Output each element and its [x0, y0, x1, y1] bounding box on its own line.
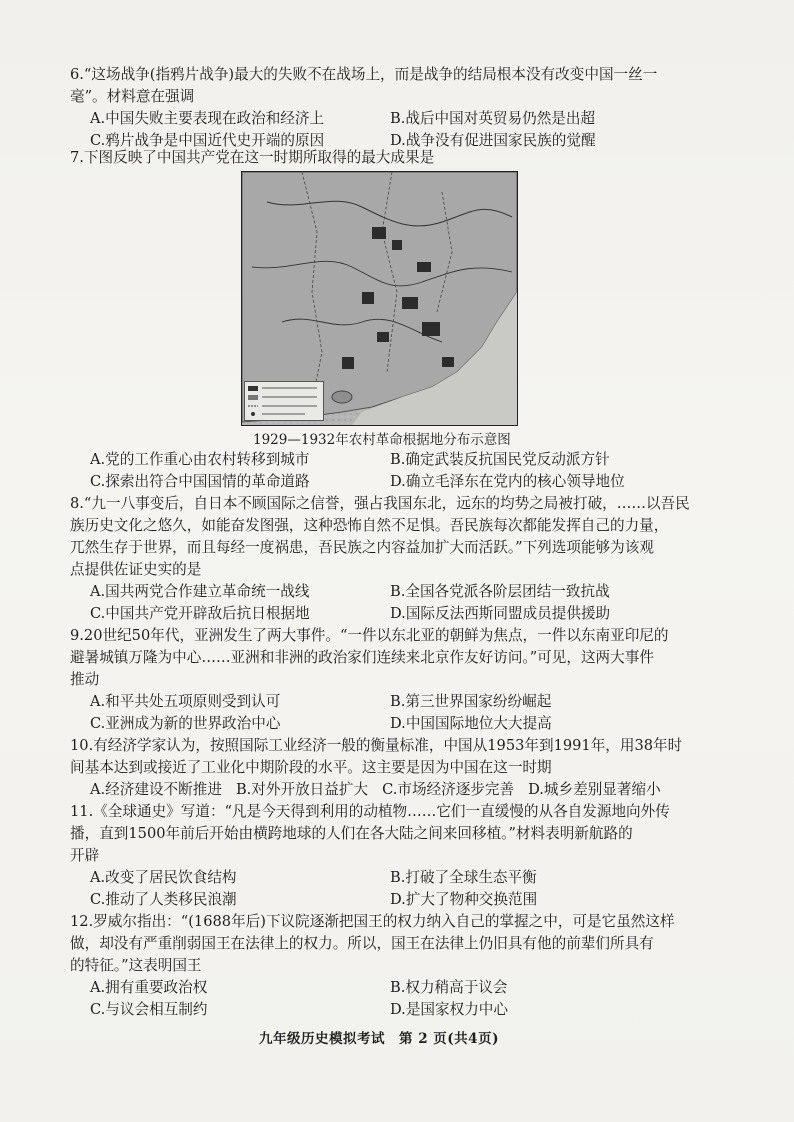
question-11-options [90, 867, 730, 911]
option-b: B.战后中国对英贸易仍然是出超 [390, 110, 596, 127]
option-b: B.第三世界国家纷纷崛起 [390, 693, 552, 710]
question-8-line4: 点提供佐证史实的是 [70, 561, 202, 578]
option-d: D.是国家权力中心 [390, 1001, 508, 1018]
question-10-line2: 间基本达到或接近了工业化中期阶段的水平。这主要是因为中国在这一时期 [70, 759, 552, 776]
option-c: C.中国共产党开辟敌后抗日根据地 [90, 605, 310, 622]
option-a: A.党的工作重心由农村转移到城市 [90, 451, 310, 468]
question-11-line2: 播，直到1500年前后开始由横跨地球的人们在各大陆之间来回移植。”材料表明新航路的 [70, 825, 633, 842]
question-10-line1: 10.有经济学家认为，按照国际工业经济一般的衡量标准，中国从1953年到1991年，用38年时 [70, 737, 683, 754]
question-6-options [90, 108, 730, 152]
question-8-line1: 8.“九一八事变后，自日本不顾国际之信誉，强占我国东北，远东的均势之局被打破，……以吾民 [70, 495, 690, 512]
question-12-line1: 12.罗威尔指出：“(1688年后)下议院逐渐把国王的权力纳入自己的掌握之中，可是它虽然这样 [70, 913, 675, 930]
question-12 [70, 911, 730, 977]
option-d: D.扩大了物种交换范围 [390, 891, 538, 908]
question-10-options [90, 779, 730, 801]
option-d: D.城乡差别显著缩小 [528, 781, 661, 798]
question-9 [70, 625, 730, 691]
question-11-line1: 11.《全球通史》写道：“凡是今天得到利用的动植物……它们一直缓慢的从各自发源地向外传 [70, 803, 670, 820]
option-d: D.确立毛泽东在党内的核心领导地位 [390, 473, 625, 490]
option-a: A.改变了居民饮食结构 [90, 869, 237, 886]
option-a: A.和平共处五项原则受到认可 [90, 693, 281, 710]
question-11-line3: 开辟 [70, 847, 100, 864]
question-12-line3: 的特征。”这表明国王 [70, 957, 202, 974]
option-d: D.国际反法西斯同盟成员提供援助 [390, 605, 611, 622]
page-footer: 九年级历史模拟考试 第 2 页(共4页) [259, 1031, 499, 1047]
option-b: B.打破了全球生态平衡 [390, 869, 537, 886]
revolutionary-base-map [241, 171, 518, 426]
option-c: C.探索出符合中国国情的革命道路 [90, 473, 310, 490]
question-9-options [90, 691, 730, 735]
question-9-line2: 避暑城镇万隆为中心……亚洲和非洲的政治家们连续来北京作友好访问。”可见，这两大事件 [70, 649, 654, 666]
option-a: A.国共两党合作建立革命统一战线 [90, 583, 310, 600]
option-c: C.市场经济逐步完善 [382, 781, 515, 798]
question-12-line2: 做，却没有严重削弱国王在法律上的权力。所以，国王在法律上仍旧具有他的前辈们所具有 [70, 935, 654, 952]
question-7-stem: 7.下图反映了中国共产党在这一时期所取得的最大成果是 [70, 149, 435, 166]
option-a: A.经济建设不断推进 [90, 781, 222, 798]
question-7-options [90, 449, 730, 493]
question-9-line3: 推动 [70, 671, 100, 688]
question-6 [70, 64, 730, 108]
question-7 [70, 147, 730, 169]
question-12-options [90, 977, 730, 1021]
legend-graphic [245, 382, 323, 420]
question-8-line2: 族历史文化之悠久，如能奋发图强，这种恐怖自然不足惧。吾民族每次都能发挥自己的力量， [70, 517, 669, 534]
option-c: C.亚洲成为新的世界政治中心 [90, 715, 281, 732]
option-d: D.战争没有促进国家民族的觉醒 [390, 132, 596, 149]
option-c: C.与议会相互制约 [90, 1001, 208, 1018]
option-b: B.确定武装反抗国民党反动派方针 [390, 451, 610, 468]
option-a: A.中国失败主要表现在政治和经济上 [90, 110, 325, 127]
option-d: D.中国国际地位大大提高 [390, 715, 552, 732]
option-b: B.对外开放日益扩大 [235, 781, 369, 798]
option-b: B.权力稍高于议会 [390, 979, 508, 996]
question-8-line3: 兀然生存于世界，而且每经一度祸患，吾民族之内容益加扩大而活跃。”下列选项能够为该观 [70, 539, 654, 556]
question-8-options [90, 581, 730, 625]
question-6-stem-line2: 毫”。材料意在强调 [70, 88, 195, 105]
map-legend [244, 381, 324, 421]
option-c: C.推动了人类移民浪潮 [90, 891, 237, 908]
question-8 [70, 493, 730, 581]
option-c: C.鸦片战争是中国近代史开端的原因 [90, 132, 325, 149]
option-a: A.拥有重要政治权 [90, 979, 208, 996]
question-9-line1: 9.20世纪50年代，亚洲发生了两大事件。“一件以东北亚的朝鲜为焦点，一件以东南亚印尼的 [70, 627, 669, 644]
map-caption: 1929—1932年农村革命根据地分布示意图 [253, 432, 511, 448]
question-6-stem-line1: 6.“这场战争(指鸦片战争)最大的失败不在战场上，而是战争的结局根本没有改变中国一丝一 [70, 66, 658, 83]
question-11 [70, 801, 730, 867]
option-b: B.全国各党派各阶层团结一致抗战 [390, 583, 610, 600]
question-10 [70, 735, 730, 779]
